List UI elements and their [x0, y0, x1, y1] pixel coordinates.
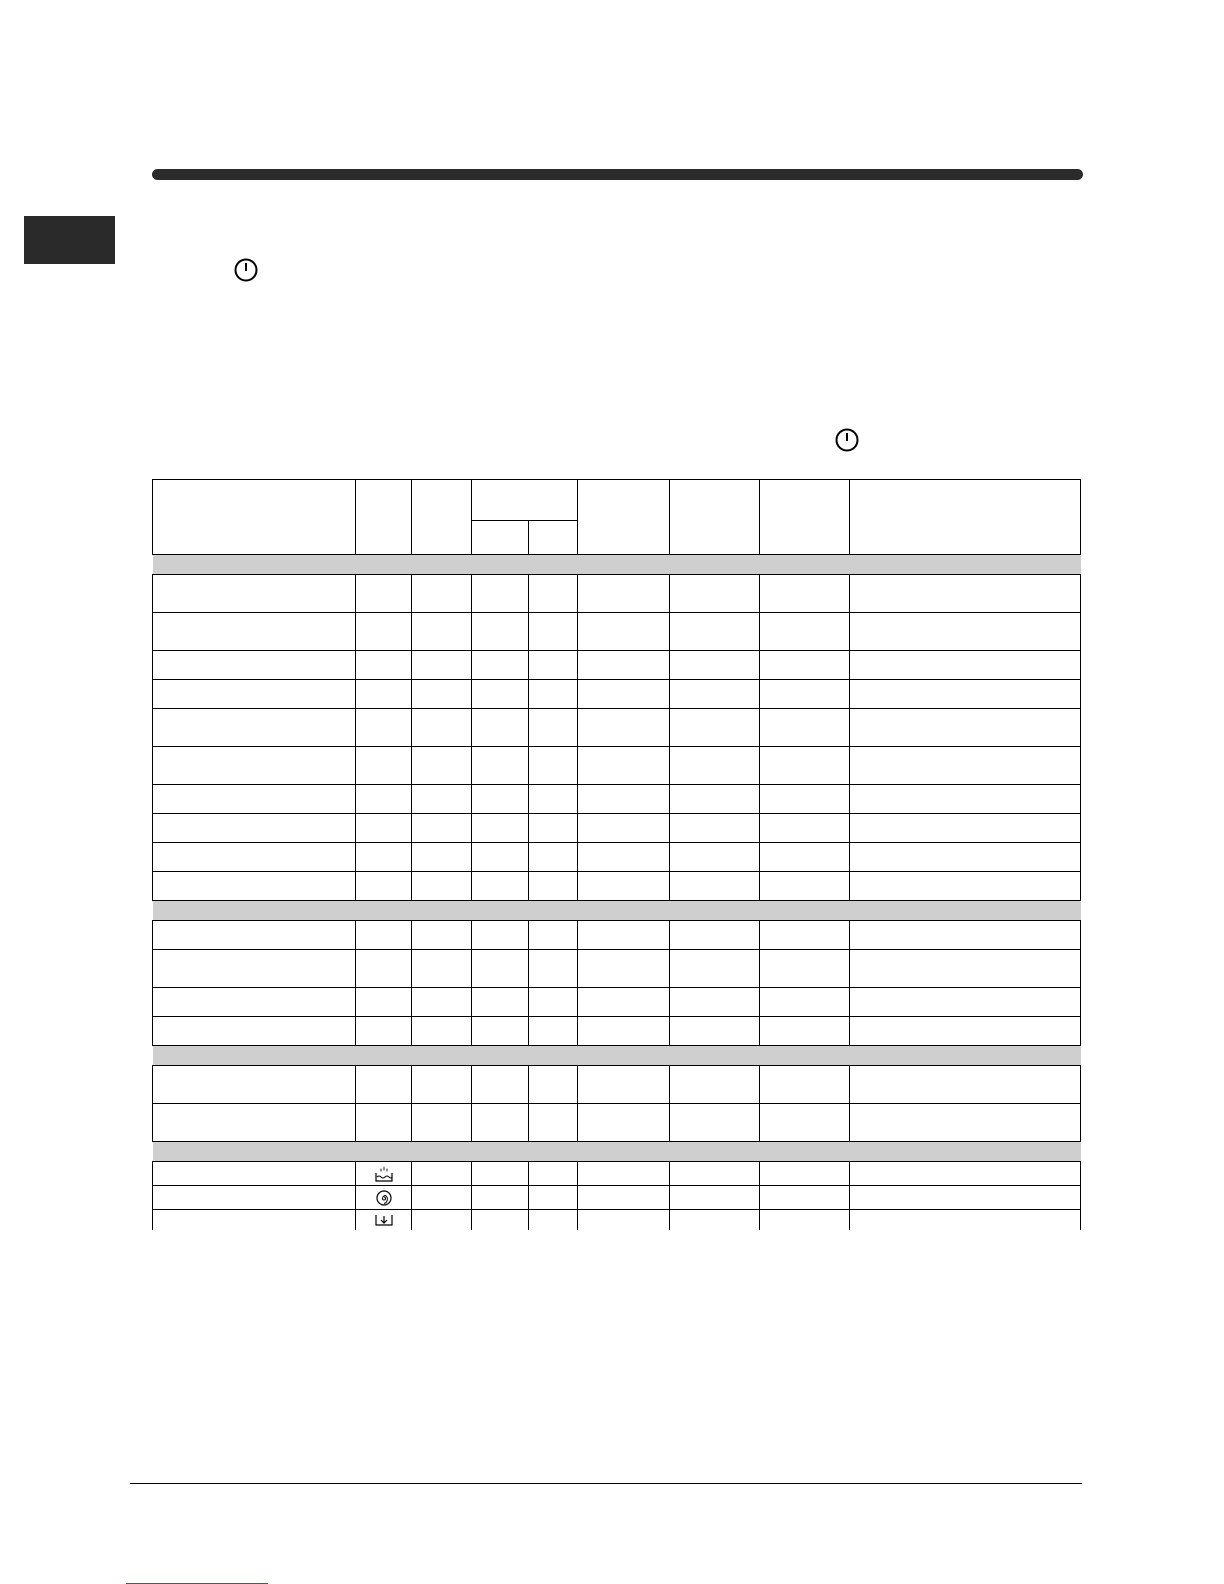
table-row	[153, 1210, 1081, 1231]
section-band	[153, 901, 1081, 921]
table-row	[153, 814, 1081, 843]
section-band	[153, 1046, 1081, 1066]
spin-icon	[375, 1189, 393, 1207]
footer-rule	[130, 1483, 1082, 1484]
table-row	[153, 950, 1081, 988]
header-cell	[670, 480, 760, 555]
table-row	[153, 843, 1081, 872]
programmes-table	[152, 479, 1081, 1230]
table-row	[153, 680, 1081, 709]
section-band	[153, 1142, 1081, 1162]
table-row	[153, 747, 1081, 785]
header-cell	[472, 521, 529, 555]
table-row	[153, 651, 1081, 680]
table-header-row	[153, 480, 1081, 521]
header-cell	[578, 480, 670, 555]
table-row	[153, 1162, 1081, 1186]
table-row	[153, 613, 1081, 651]
drain-icon	[373, 1212, 395, 1228]
power-icon	[834, 427, 860, 453]
header-cell	[472, 480, 578, 521]
table-row	[153, 988, 1081, 1017]
table-row	[153, 872, 1081, 901]
section-band	[153, 555, 1081, 575]
table-row	[153, 575, 1081, 613]
header-cell	[760, 480, 850, 555]
power-icon	[233, 257, 259, 283]
language-tab	[24, 216, 115, 264]
header-rule	[152, 169, 1083, 180]
table-row	[153, 785, 1081, 814]
header-cell	[356, 480, 412, 555]
table-row	[153, 1017, 1081, 1046]
table-row	[153, 921, 1081, 950]
rinse-icon	[373, 1165, 395, 1183]
table-row	[153, 1066, 1081, 1104]
table-row	[153, 1104, 1081, 1142]
table-row	[153, 1186, 1081, 1210]
header-cell	[412, 480, 472, 555]
header-cell	[529, 521, 578, 555]
header-cell	[850, 480, 1081, 555]
table-row	[153, 709, 1081, 747]
header-cell	[153, 480, 356, 555]
